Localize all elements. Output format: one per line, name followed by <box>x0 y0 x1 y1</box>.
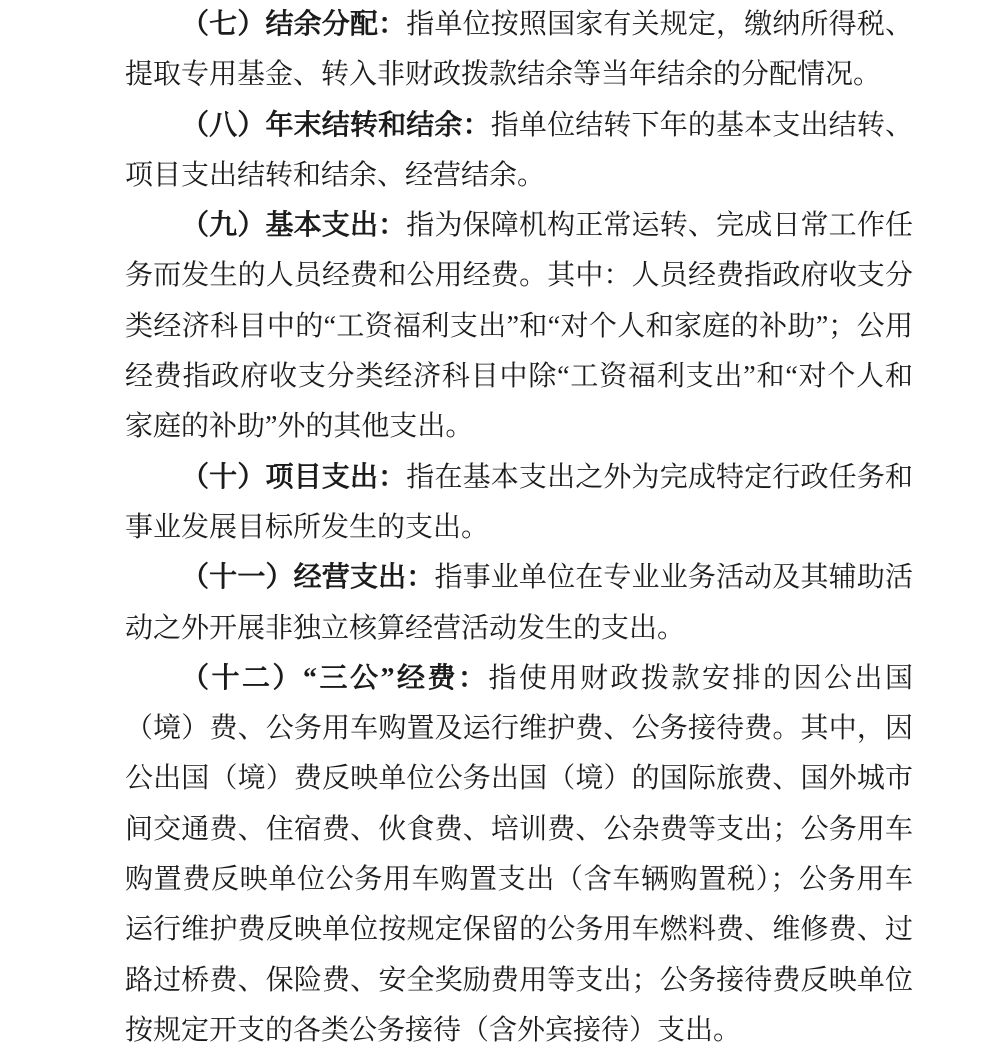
paragraph-text: 指在基本支出之外为完成特定行政任务和事业发展目标所发生的支出。 <box>125 461 913 543</box>
paragraph-text: 指单位结转下年的基本支出结转、项目支出结转和结余、经营结余。 <box>125 109 913 191</box>
paragraph-item-7 <box>125 0 913 101</box>
paragraph-item-9 <box>125 201 913 452</box>
paragraph-text: 指单位按照国家有关规定，缴纳所得税、提取专用基金、转入非财政拨款结余等当年结余的分配情况。 <box>125 9 913 91</box>
paragraph-lead: （八）年末结转和结余： <box>181 109 491 141</box>
paragraph-lead: （十一）经营支出： <box>181 562 435 594</box>
paragraph-item-12 <box>125 654 913 1056</box>
paragraph-item-11 <box>125 553 913 654</box>
paragraph-item-10 <box>125 453 913 554</box>
document-text-block <box>125 0 913 1056</box>
paragraph-lead: （十）项目支出： <box>181 461 407 493</box>
paragraph-text: 指事业单位在专业业务活动及其辅助活动之外开展非独立核算经营活动发生的支出。 <box>125 562 913 644</box>
paragraph-item-8 <box>125 101 913 202</box>
paragraph-lead: （十二）“三公”经费： <box>181 662 489 694</box>
paragraph-text: 指使用财政拨款安排的因公出国（境）费、公务用车购置及运行维护费、公务接待费。其中，因公出国（境）费反映单位公务出国（境）的国际旅费、国外城市间交通费、住宿费、伙食费、培训费、公杂费等支出；公务用车购置费反映单位公务用车购置支出（含车辆购置税）；公务用车运行维护费反映单位按规定保留的公务用车燃料费、维修费、过路过桥费、保险费、安全奖励费用等支出；公务接待费反映单位按规定开支的各类公务接待（含外宾接待）支出。 <box>125 662 913 1046</box>
paragraph-text: 指为保障机构正常运转、完成日常工作任务而发生的人员经费和公用经费。其中：人员经费指政府收支分类经济科目中的“工资福利支出”和“对个人和家庭的补助”；公用经费指政府收支分类经济科目中除“工资福利支出”和“对个人和家庭的补助”外的其他支出。 <box>125 210 913 443</box>
paragraph-lead: （九）基本支出： <box>181 210 407 242</box>
paragraph-lead: （七）结余分配： <box>181 9 407 40</box>
